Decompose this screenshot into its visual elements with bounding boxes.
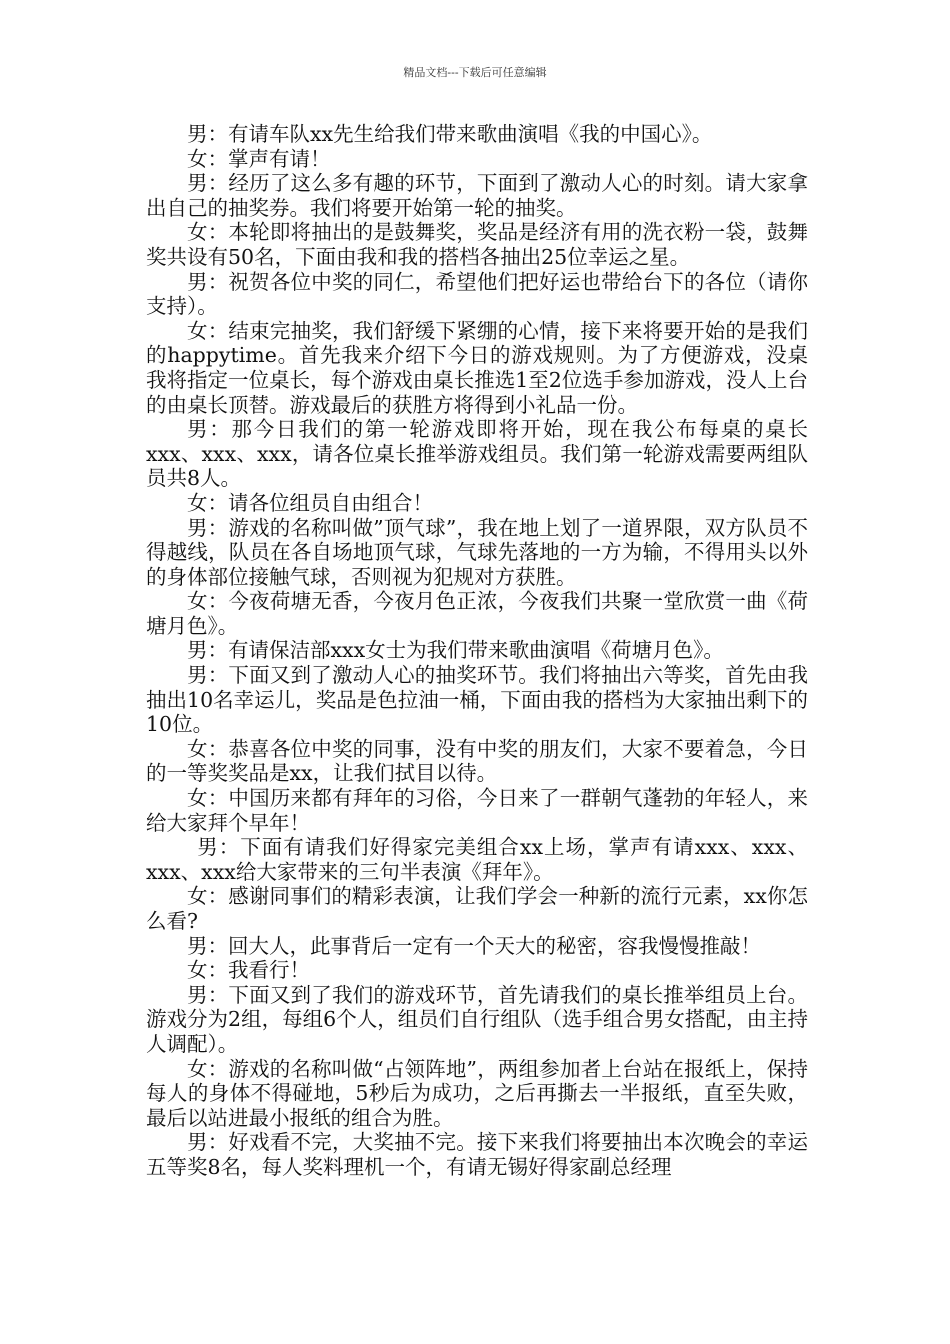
paragraph: 女：请各位组员自由组合！ bbox=[187, 490, 433, 515]
paragraph: 女：游戏的名称叫做“占领阵地”，两组参加者上台站在报纸上，保持每人的身体不得碰地，5秒后为成功，之后再撕去一半报纸，直至失败，最后以站进最小报纸的组合为胜。 bbox=[146, 1056, 808, 1130]
paragraph: 女：感谢同事们的精彩表演，让我们学会一种新的流行元素，xx你怎么看? bbox=[146, 884, 808, 933]
paragraph: 男：游戏的名称叫做”顶气球”，我在地上划了一道界限，双方队员不得越线，队员在各自场地顶气球，气球先落地的一方为输，不得用头以外的身体部位接触气球，否则视为犯规对方获胜。 bbox=[146, 515, 808, 589]
paragraph: 女：中国历来都有拜年的习俗，今日来了一群朝气蓬勃的年轻人，来给大家拜个早年！ bbox=[146, 786, 808, 835]
page-header: 精品文档---下载后可任意编辑 bbox=[403, 66, 547, 79]
paragraph: 男：好戏看不完，大奖抽不完。接下来我们将要抽出本次晚会的幸运五等奖8名，每人奖料理机一个，有请无锡好得家副总经理 bbox=[146, 1130, 808, 1179]
paragraph: 男：那今日我们的第一轮游戏即将开始，现在我公布每桌的桌长xxx、xxx、xxx，请各位桌长推举游戏组员。我们第一轮游戏需要两组队员共8人。 bbox=[146, 417, 808, 491]
paragraph: 女：今夜荷塘无香，今夜月色正浓，今夜我们共聚一堂欣赏一曲《荷塘月色》。 bbox=[146, 589, 808, 638]
paragraph: 男：回大人，此事背后一定有一个天大的秘密，容我慢慢推敲！ bbox=[187, 933, 761, 958]
paragraph: 男：有请车队xx先生给我们带来歌曲演唱《我的中国心》。 bbox=[187, 122, 713, 146]
paragraph: 男：下面又到了我们的游戏环节，首先请我们的桌长推举组员上台。游戏分为2组，每组6个人，组员们自行组队（选手组合男女搭配，由主持人调配）。 bbox=[146, 982, 808, 1056]
paragraph: 男：有请保洁部xxx女士为我们带来歌曲演唱《荷塘月色》。 bbox=[187, 638, 724, 663]
paragraph: 女：掌声有请！ bbox=[187, 146, 331, 171]
paragraph: 男：下面有请我们好得家完美组合xx上场，掌声有请xxx、xxx、xxx、xxx给大家带来的三句半表演《拜年》。 bbox=[146, 835, 808, 884]
paragraph: 女：我看行！ bbox=[187, 958, 310, 983]
paragraph: 男：下面又到了激动人心的抽奖环节。我们将抽出六等奖，首先由我抽出10名幸运儿，奖品是色拉油一桶，下面由我的搭档为大家抽出剩下的10位。 bbox=[146, 663, 808, 737]
paragraph: 男：祝贺各位中奖的同仁，希望他们把好运也带给台下的各位（请你支持）。 bbox=[146, 269, 808, 319]
paragraph: 女：结束完抽奖，我们舒缓下紧绷的心情，接下来将要开始的是我们的happytime。首先我来介绍下今日的游戏规则。为了方便游戏，没桌我将指定一位桌长，每个游戏由桌长推选1至2位选手参加游戏，没人上台的由桌长顶替。游戏最后的获胜方将得到小礼品一份。 bbox=[146, 318, 808, 417]
paragraph: 女：本轮即将抽出的是鼓舞奖，奖品是经济有用的洗衣粉一袋，鼓舞奖共设有50名，下面由我和我的搭档各抽出25位幸运之星。 bbox=[146, 220, 808, 269]
document-body bbox=[146, 122, 808, 1180]
paragraph: 女：恭喜各位中奖的同事，没有中奖的朋友们，大家不要着急，今日的一等奖奖品是xx，让我们拭目以待。 bbox=[146, 736, 808, 786]
paragraph: 男：经历了这么多有趣的环节，下面到了激动人心的时刻。请大家拿出自己的抽奖券。我们将要开始第一轮的抽奖。 bbox=[146, 171, 808, 220]
